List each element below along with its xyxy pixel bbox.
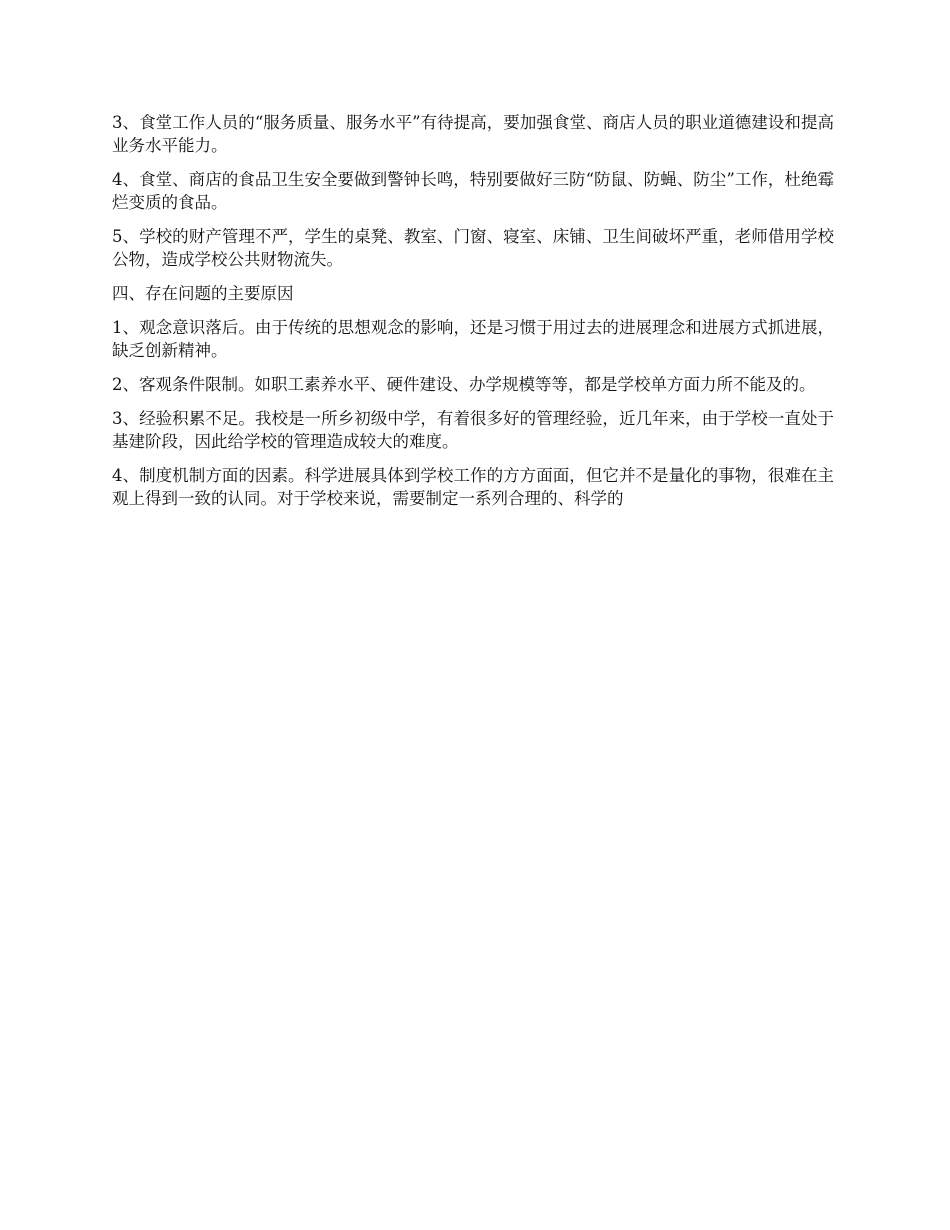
paragraph-problem-5: 5、学校的财产管理不严，学生的桌凳、教室、门窗、寝室、床铺、卫生间破坏严重，老师借用学校公物，造成学校公共财物流失。 — [112, 227, 834, 269]
paragraph-cause-4: 4、制度机制方面的因素。科学进展具体到学校工作的方方面面，但它并不是量化的事物，很难在主观上得到一致的认同。对于学校来说，需要制定一系列合理的、科学的 — [112, 466, 834, 508]
paragraph-cause-1: 1、观念意识落后。由于传统的思想观念的影响，还是习惯于用过去的进展理念和进展方式抓进展，缺乏创新精神。 — [112, 318, 834, 360]
paragraph-problem-4: 4、食堂、商店的食品卫生安全要做到警钟长鸣，特别要做好三防“防鼠、防蝇、防尘”工作，杜绝霉烂变质的食品。 — [112, 170, 834, 212]
document-body — [112, 111, 834, 521]
section-heading-causes: 四、存在问题的主要原因 — [112, 284, 294, 303]
paragraph-problem-3: 3、食堂工作人员的“服务质量、服务水平”有待提高，要加强食堂、商店人员的职业道德建设和提高业务水平能力。 — [112, 113, 834, 155]
paragraph-cause-2: 2、客观条件限制。如职工素养水平、硬件建设、办学规模等等，都是学校单方面力所不能及的。 — [112, 375, 816, 394]
paragraph-cause-3: 3、经验积累不足。我校是一所乡初级中学，有着很多好的管理经验，近几年来，由于学校一直处于基建阶段，因此给学校的管理造成较大的难度。 — [112, 409, 834, 451]
